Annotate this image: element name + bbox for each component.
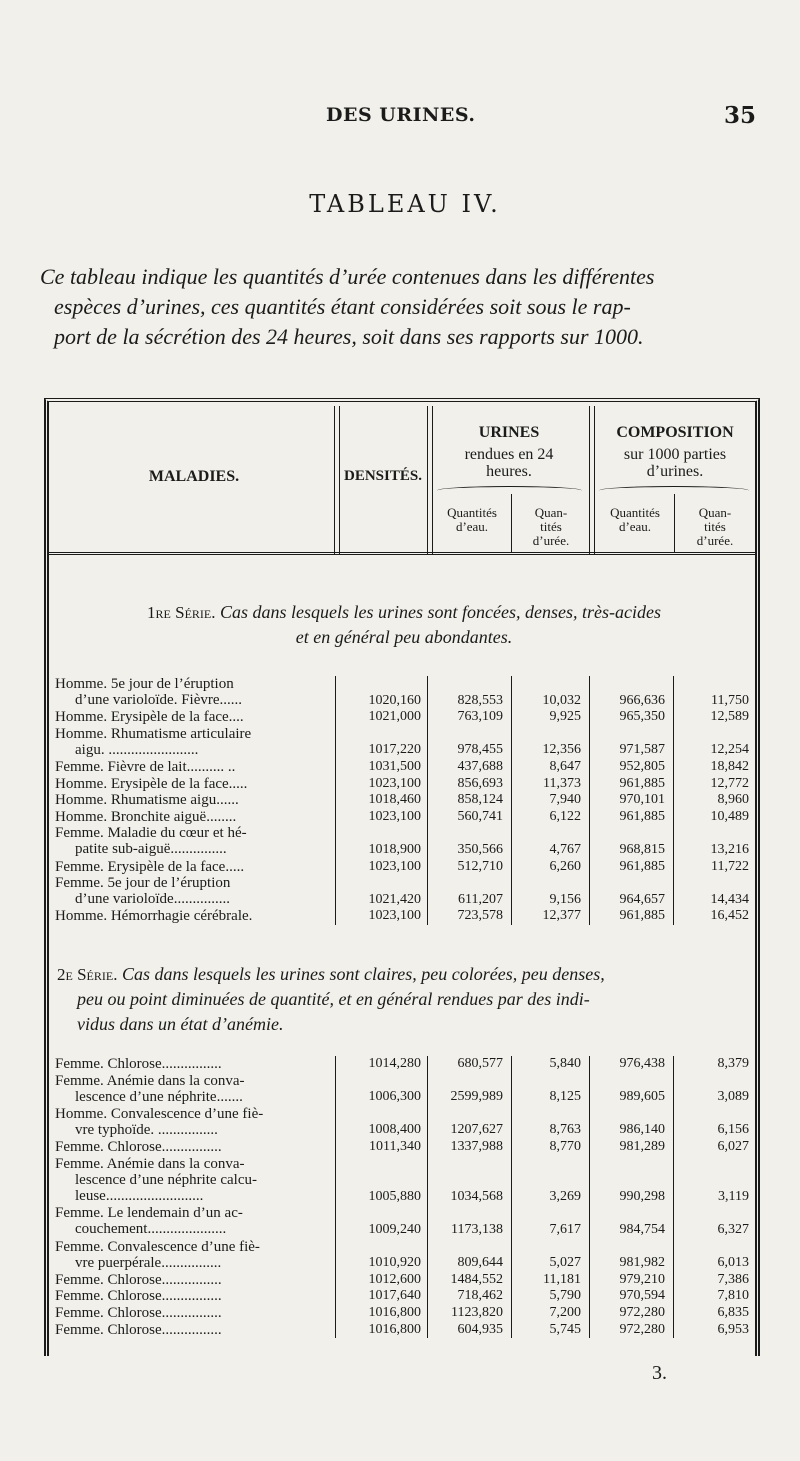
cell-uree: 4,767 bbox=[549, 841, 581, 857]
cell-c-uree: 16,452 bbox=[710, 908, 749, 924]
serie-1-rows bbox=[49, 676, 755, 925]
cell-densite: 1008,400 bbox=[368, 1122, 421, 1138]
cell-eau: 856,693 bbox=[457, 775, 503, 791]
table-row bbox=[49, 709, 755, 726]
cell-c-eau: 965,350 bbox=[619, 709, 665, 725]
cell-densite: 1023,100 bbox=[368, 775, 421, 791]
header-line: tités bbox=[540, 519, 562, 534]
header-line: d’eau. bbox=[618, 519, 652, 534]
header-composition-uree bbox=[675, 506, 755, 548]
data-table bbox=[44, 398, 760, 1356]
cell-densite: 1021,000 bbox=[368, 709, 421, 725]
serie-2-lead: 2e Série. bbox=[57, 965, 118, 984]
row-label-line: Femme. Chlorose................ bbox=[55, 1321, 222, 1338]
table-row bbox=[49, 1288, 755, 1305]
serie-1-lead: 1re Série. bbox=[147, 603, 216, 622]
cell-densite: 1005,880 bbox=[368, 1188, 421, 1204]
cell-densite: 1023,100 bbox=[368, 858, 421, 874]
cell-eau: 718,462 bbox=[457, 1288, 503, 1304]
table-row bbox=[49, 792, 755, 809]
cell-c-eau: 989,605 bbox=[619, 1089, 665, 1105]
cell-c-uree: 8,379 bbox=[717, 1056, 749, 1071]
row-label-line: Homme. 5e jour de l’éruption bbox=[55, 676, 234, 692]
column-rule bbox=[589, 1056, 590, 1338]
row-label-line: Homme. Bronchite aiguë........ bbox=[55, 808, 237, 825]
table-row bbox=[49, 825, 755, 858]
header-composition: COMPOSITION bbox=[616, 424, 734, 441]
header-urines: URINES bbox=[478, 424, 540, 441]
cell-densite: 1011,340 bbox=[369, 1138, 421, 1154]
header-maladies: MALADIES. bbox=[148, 468, 240, 485]
cell-c-uree: 13,216 bbox=[710, 841, 749, 857]
row-label-line: Femme. Chlorose................ bbox=[55, 1056, 222, 1072]
cell-eau: 1173,138 bbox=[451, 1221, 503, 1237]
cell-c-eau: 966,636 bbox=[619, 692, 665, 708]
row-label bbox=[55, 875, 335, 907]
row-label-line: d’une varioloïde. Fièvre...... bbox=[75, 692, 243, 708]
cell-eau: 1484,552 bbox=[450, 1271, 503, 1287]
header-line: d’urée. bbox=[696, 533, 734, 548]
intro-line: espèces d’urines, ces quantités étant considérées soit sous le rap- bbox=[54, 294, 631, 319]
cell-densite: 1006,300 bbox=[368, 1089, 421, 1105]
cell-uree: 9,156 bbox=[549, 891, 581, 907]
row-label-line: Femme. 5e jour de l’éruption bbox=[55, 875, 231, 892]
row-label-line: lescence d’une néphrite....... bbox=[75, 1088, 243, 1105]
cell-c-eau: 981,289 bbox=[619, 1138, 665, 1154]
cell-uree: 5,745 bbox=[549, 1321, 581, 1337]
cell-densite: 1021,420 bbox=[368, 891, 421, 907]
row-label bbox=[55, 676, 335, 708]
cell-c-eau: 964,657 bbox=[619, 891, 665, 907]
row-label-line: leuse.......................... bbox=[75, 1187, 204, 1204]
table-row bbox=[49, 908, 755, 925]
cell-densite: 1020,160 bbox=[368, 692, 421, 708]
row-label-line: Femme. Maladie du cœur et hé- bbox=[55, 825, 247, 842]
header-line: Quantités bbox=[447, 505, 497, 520]
row-label-line: patite sub-aiguë............... bbox=[75, 841, 227, 858]
row-label-line: Femme. Anémie dans la conva- bbox=[55, 1072, 245, 1089]
cell-densite: 1017,220 bbox=[368, 742, 421, 758]
row-label-line: Homme. Erysipèle de la face.... bbox=[55, 709, 244, 726]
cell-eau: 1123,820 bbox=[451, 1304, 503, 1320]
row-label-line: Femme. Convalescence d’une fiè- bbox=[55, 1238, 260, 1255]
row-label bbox=[55, 1156, 335, 1204]
row-label bbox=[55, 776, 335, 792]
cell-c-uree: 7,386 bbox=[717, 1271, 749, 1287]
table-row bbox=[49, 809, 755, 826]
header-urines-sub: heures. bbox=[486, 463, 532, 480]
row-label-line: Femme. Le lendemain d’un ac- bbox=[55, 1205, 243, 1222]
row-label bbox=[55, 1139, 335, 1155]
column-rule bbox=[335, 1056, 336, 1338]
cell-eau: 1337,988 bbox=[450, 1138, 503, 1154]
table-row bbox=[49, 1205, 755, 1238]
page-number: 35 bbox=[724, 102, 757, 129]
cell-c-uree: 8,960 bbox=[717, 792, 749, 808]
row-label-line: Homme. Erysipèle de la face..... bbox=[55, 775, 248, 792]
cell-c-uree: 6,013 bbox=[717, 1255, 749, 1271]
cell-c-eau: 990,298 bbox=[619, 1188, 665, 1204]
row-label-line: vre puerpérale................ bbox=[75, 1254, 222, 1271]
row-label bbox=[55, 809, 335, 825]
row-label-line: Femme. Chlorose................ bbox=[55, 1304, 222, 1321]
cell-uree: 11,181 bbox=[543, 1271, 581, 1287]
cell-c-eau: 976,438 bbox=[619, 1056, 665, 1071]
serie-2-heading bbox=[57, 962, 751, 1037]
row-label bbox=[55, 825, 335, 857]
header-line: d’urée. bbox=[532, 533, 570, 548]
cell-c-eau: 961,885 bbox=[619, 858, 665, 874]
cell-eau: 512,710 bbox=[457, 858, 503, 874]
header-composition-sub: d’urines. bbox=[646, 463, 704, 480]
header-brace bbox=[437, 486, 582, 495]
cell-uree: 12,377 bbox=[542, 908, 581, 924]
cell-eau: 437,688 bbox=[457, 758, 503, 774]
row-label-line: Homme. Hémorrhagie cérébrale. bbox=[55, 908, 253, 925]
cell-densite: 1010,920 bbox=[368, 1255, 421, 1271]
column-rule bbox=[511, 676, 512, 925]
row-label-line: d’une varioloïde............... bbox=[75, 891, 230, 908]
cell-eau: 763,109 bbox=[457, 709, 503, 725]
table-row bbox=[49, 1156, 755, 1206]
cell-c-uree: 6,835 bbox=[717, 1304, 749, 1320]
cell-c-eau: 979,210 bbox=[619, 1271, 665, 1287]
serie-1-heading bbox=[57, 600, 751, 650]
cell-c-eau: 972,280 bbox=[619, 1321, 665, 1337]
intro-line: Ce tableau indique les quantités d’urée contenues dans les différentes bbox=[40, 264, 655, 289]
header-urines-sub: rendues en 24 bbox=[464, 446, 554, 463]
column-rule bbox=[335, 676, 336, 925]
cell-c-eau: 968,815 bbox=[619, 841, 665, 857]
intro-line: port de la sécrétion des 24 heures, soit dans ses rapports sur 1000. bbox=[54, 324, 644, 349]
cell-uree: 11,373 bbox=[543, 775, 581, 791]
intro-paragraph bbox=[40, 262, 752, 352]
table-row bbox=[49, 1056, 755, 1073]
cell-c-uree: 3,119 bbox=[718, 1188, 749, 1204]
header-line: Quan- bbox=[698, 505, 732, 520]
column-rule bbox=[427, 1056, 428, 1338]
cell-uree: 8,125 bbox=[549, 1089, 581, 1105]
cell-c-uree: 12,772 bbox=[710, 775, 749, 791]
row-label bbox=[55, 1205, 335, 1237]
cell-eau: 978,455 bbox=[457, 742, 503, 758]
row-label bbox=[55, 859, 335, 875]
row-label bbox=[55, 792, 335, 808]
cell-c-eau: 984,754 bbox=[619, 1221, 665, 1237]
cell-uree: 6,122 bbox=[549, 808, 581, 824]
cell-eau: 1034,568 bbox=[450, 1188, 503, 1204]
cell-uree: 7,617 bbox=[549, 1221, 581, 1237]
cell-uree: 8,647 bbox=[549, 758, 581, 774]
column-rule bbox=[673, 1056, 674, 1338]
cell-c-eau: 970,594 bbox=[619, 1288, 665, 1304]
cell-densite: 1012,600 bbox=[368, 1271, 421, 1287]
cell-c-uree: 7,810 bbox=[717, 1288, 749, 1304]
cell-eau: 1207,627 bbox=[450, 1122, 503, 1138]
row-label-line: Femme. Chlorose................ bbox=[55, 1271, 222, 1288]
table-header bbox=[49, 402, 755, 555]
cell-densite: 1023,100 bbox=[368, 908, 421, 924]
table-row bbox=[49, 1239, 755, 1272]
cell-c-eau: 961,885 bbox=[619, 775, 665, 791]
cell-densite: 1016,800 bbox=[368, 1321, 421, 1337]
cell-c-eau: 972,280 bbox=[619, 1304, 665, 1320]
row-label-line: Femme. Chlorose................ bbox=[55, 1288, 222, 1305]
serie-2-rows bbox=[49, 1056, 755, 1338]
header-line: tités bbox=[704, 519, 726, 534]
table-title: TABLEAU IV. bbox=[309, 190, 501, 218]
column-rule bbox=[334, 406, 335, 554]
row-label-line: Homme. Rhumatisme articulaire bbox=[55, 725, 252, 742]
cell-eau: 858,124 bbox=[457, 792, 503, 808]
cell-uree: 10,032 bbox=[542, 692, 581, 708]
cell-densite: 1031,500 bbox=[368, 758, 421, 774]
header-line: Quantités bbox=[610, 505, 660, 520]
cell-c-uree: 6,327 bbox=[717, 1221, 749, 1237]
row-label bbox=[55, 709, 335, 725]
table-row bbox=[49, 776, 755, 793]
row-label bbox=[55, 1322, 335, 1338]
cell-c-eau: 952,805 bbox=[619, 758, 665, 774]
cell-eau: 828,553 bbox=[457, 692, 503, 708]
running-head bbox=[0, 104, 800, 134]
column-rule bbox=[511, 1056, 512, 1338]
cell-eau: 604,935 bbox=[457, 1321, 503, 1337]
table-row bbox=[49, 875, 755, 908]
cell-uree: 5,840 bbox=[549, 1056, 581, 1071]
row-label-line: Homme. Convalescence d’une fiè- bbox=[55, 1105, 264, 1122]
column-rule bbox=[427, 676, 428, 925]
signature-mark: 3. bbox=[652, 1362, 667, 1384]
cell-c-uree: 11,750 bbox=[711, 692, 749, 708]
row-label bbox=[55, 1073, 335, 1105]
cell-uree: 7,200 bbox=[549, 1304, 581, 1320]
cell-uree: 12,356 bbox=[542, 742, 581, 758]
cell-eau: 350,566 bbox=[457, 841, 503, 857]
row-label bbox=[55, 759, 335, 775]
row-label-line: lescence d’une néphrite calcu- bbox=[75, 1171, 257, 1188]
cell-eau: 611,207 bbox=[458, 891, 503, 907]
cell-c-eau: 971,587 bbox=[619, 742, 665, 758]
serie-2-text: Cas dans lesquels les urines sont claires, peu colorées, peu denses, bbox=[121, 964, 605, 984]
table-row bbox=[49, 676, 755, 709]
row-label-line: Femme. Fièvre de lait.......... .. bbox=[55, 758, 236, 775]
serie-1-text: et en général peu abondantes. bbox=[295, 627, 513, 647]
running-head-title: DES URINES. bbox=[326, 104, 476, 126]
cell-densite: 1023,100 bbox=[368, 808, 421, 824]
header-composition-eau bbox=[595, 506, 675, 534]
row-label-line: Femme. Erysipèle de la face..... bbox=[55, 858, 245, 875]
cell-densite: 1009,240 bbox=[368, 1221, 421, 1237]
column-rule bbox=[673, 676, 674, 925]
row-label bbox=[55, 1305, 335, 1321]
table-row bbox=[49, 859, 755, 876]
cell-c-eau: 970,101 bbox=[619, 792, 665, 808]
table-row bbox=[49, 1106, 755, 1139]
serie-2-text: vidus dans un état d’anémie. bbox=[77, 1014, 284, 1034]
row-label-line: Femme. Anémie dans la conva- bbox=[55, 1155, 245, 1172]
cell-uree: 9,925 bbox=[549, 709, 581, 725]
cell-uree: 5,027 bbox=[549, 1255, 581, 1271]
cell-densite: 1018,460 bbox=[368, 792, 421, 808]
cell-eau: 2599,989 bbox=[450, 1089, 503, 1105]
header-quantites-uree bbox=[512, 506, 590, 548]
serie-2-text: peu ou point diminuées de quantité, et en général rendues par des indi- bbox=[77, 989, 590, 1009]
cell-c-uree: 6,027 bbox=[717, 1138, 749, 1154]
row-label-line: aigu. ........................ bbox=[75, 741, 199, 758]
row-label bbox=[55, 1272, 335, 1288]
cell-c-eau: 981,982 bbox=[619, 1255, 665, 1271]
table-row bbox=[49, 726, 755, 759]
column-rule bbox=[589, 676, 590, 925]
table-row bbox=[49, 1139, 755, 1156]
header-line: Quan- bbox=[534, 505, 568, 520]
table-row bbox=[49, 1272, 755, 1289]
cell-eau: 680,577 bbox=[457, 1056, 503, 1071]
header-line: d’eau. bbox=[455, 519, 489, 534]
cell-c-uree: 6,953 bbox=[717, 1321, 749, 1337]
row-label-line: vre typhoïde. ................ bbox=[75, 1121, 218, 1138]
row-label bbox=[55, 1288, 335, 1304]
cell-densite: 1014,280 bbox=[368, 1056, 421, 1071]
cell-c-uree: 11,722 bbox=[711, 858, 749, 874]
table-row bbox=[49, 759, 755, 776]
cell-c-uree: 6,156 bbox=[717, 1122, 749, 1138]
row-label-line: couchement..................... bbox=[75, 1221, 227, 1238]
cell-eau: 809,644 bbox=[457, 1255, 503, 1271]
cell-c-uree: 14,434 bbox=[710, 891, 749, 907]
row-label bbox=[55, 908, 335, 924]
cell-c-uree: 12,254 bbox=[710, 742, 749, 758]
row-label-line: Homme. Rhumatisme aigu...... bbox=[55, 792, 239, 809]
cell-densite: 1017,640 bbox=[368, 1288, 421, 1304]
cell-uree: 8,770 bbox=[549, 1138, 581, 1154]
cell-c-eau: 961,885 bbox=[619, 908, 665, 924]
cell-eau: 560,741 bbox=[457, 808, 503, 824]
cell-c-eau: 961,885 bbox=[619, 808, 665, 824]
row-label bbox=[55, 1056, 335, 1072]
header-composition-sub: sur 1000 parties bbox=[623, 446, 727, 463]
row-label bbox=[55, 726, 335, 758]
cell-densite: 1016,800 bbox=[368, 1304, 421, 1320]
header-quantites-eau bbox=[433, 506, 511, 534]
cell-c-eau: 986,140 bbox=[619, 1122, 665, 1138]
cell-c-uree: 12,589 bbox=[710, 709, 749, 725]
cell-uree: 5,790 bbox=[549, 1288, 581, 1304]
cell-densite: 1018,900 bbox=[368, 841, 421, 857]
serie-1-text: Cas dans lesquels les urines sont foncées, denses, très-acides bbox=[220, 602, 661, 622]
header-densites: DENSITÉS. bbox=[344, 468, 422, 484]
cell-eau: 723,578 bbox=[457, 908, 503, 924]
table-row bbox=[49, 1073, 755, 1106]
cell-c-uree: 18,842 bbox=[710, 758, 749, 774]
row-label-line: Femme. Chlorose................ bbox=[55, 1138, 222, 1155]
cell-uree: 3,269 bbox=[549, 1188, 581, 1204]
cell-uree: 6,260 bbox=[549, 858, 581, 874]
table-row bbox=[49, 1322, 755, 1339]
cell-uree: 8,763 bbox=[549, 1122, 581, 1138]
row-label bbox=[55, 1239, 335, 1271]
cell-c-uree: 10,489 bbox=[710, 808, 749, 824]
table-row bbox=[49, 1305, 755, 1322]
cell-c-uree: 3,089 bbox=[717, 1089, 749, 1105]
cell-uree: 7,940 bbox=[549, 792, 581, 808]
row-label bbox=[55, 1106, 335, 1138]
